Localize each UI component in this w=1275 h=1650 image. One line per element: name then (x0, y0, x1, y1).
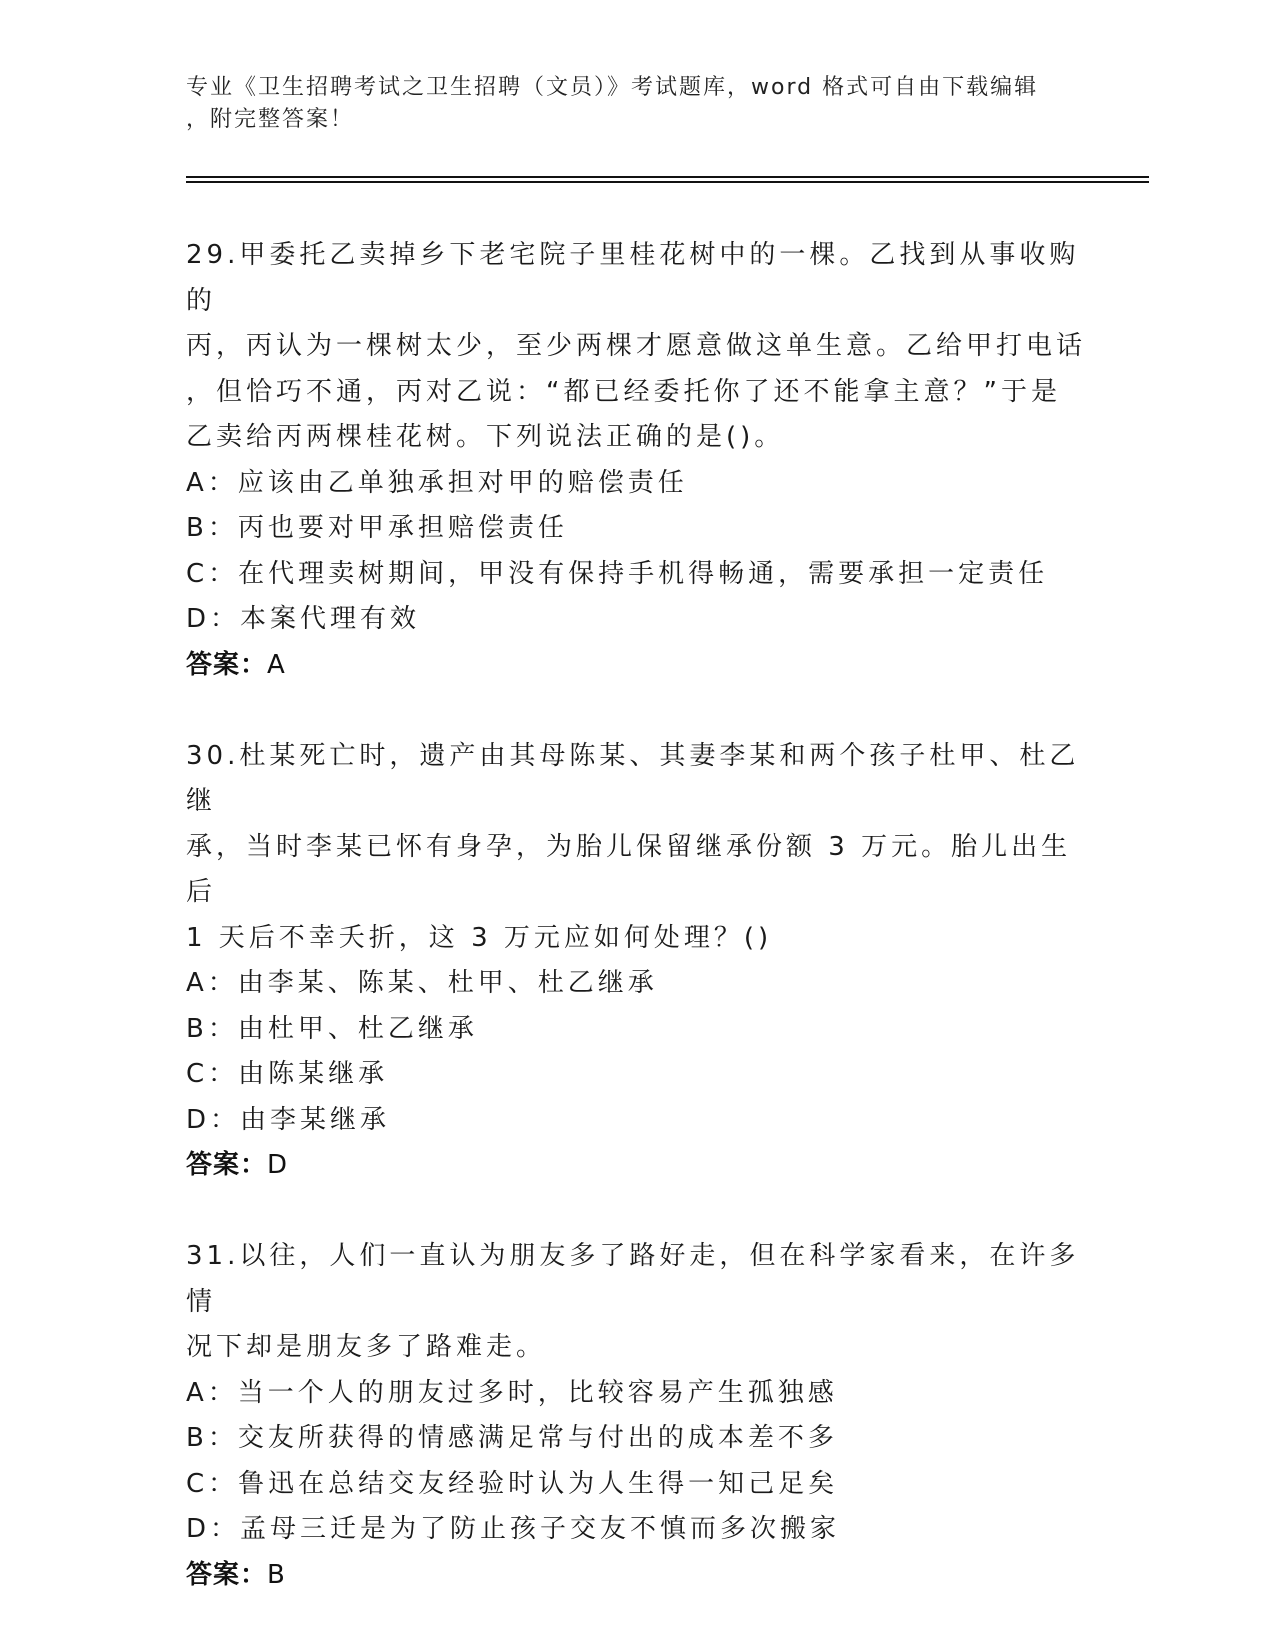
option-c: C：鲁迅在总结交友经验时认为人生得一知己足矣 (186, 1468, 839, 1499)
option-d: D：本案代理有效 (186, 604, 421, 634)
answer-label: 答案： (186, 649, 268, 680)
stem-line: 丙，丙认为一棵树太少，至少两棵才愿意做这单生意。乙给甲打电话 (186, 331, 1087, 361)
option-a: A：应该由乙单独承担对甲的赔偿责任 (186, 467, 688, 498)
option-b: B：交友所获得的情感满足常与付出的成本差不多 (186, 1423, 838, 1453)
question-31 (186, 1234, 1086, 1598)
document-header (186, 72, 1086, 136)
answer-value: B (267, 1559, 286, 1590)
option-d: D：由李某继承 (186, 1104, 391, 1135)
question-spacer (186, 688, 1086, 734)
header-line-2: ，附完整答案！ (186, 107, 355, 132)
header-rule-bottom (186, 181, 1149, 183)
answer-label: 答案： (186, 1559, 268, 1590)
question-stem (186, 1234, 1086, 1371)
answer (186, 1553, 1086, 1599)
question-list (186, 233, 1086, 1598)
stem-line: 乙卖给丙两棵桂花树。下列说法正确的是()。 (186, 422, 785, 452)
header-rule-top (186, 176, 1149, 178)
option-b: B：由杜甲、杜乙继承 (186, 1013, 478, 1044)
stem-line: 况下却是朋友多了路难走。 (186, 1332, 547, 1362)
answer-value: A (267, 649, 286, 680)
stem-line: ，但恰巧不通，丙对乙说：“都已经委托你了还不能拿主意？”于是 (186, 376, 1061, 407)
answer-label: 答案： (186, 1150, 268, 1180)
stem-line: 30.杜某死亡时，遗产由其母陈某、其妻李某和两个孩子杜甲、杜乙继 (186, 740, 1080, 816)
question-stem (186, 233, 1086, 461)
option-d: D：孟母三迁是为了防止孩子交友不慎而多次搬家 (186, 1514, 841, 1544)
question-spacer (186, 1189, 1086, 1235)
stem-line: 1 天后不幸夭折，这 3 万元应如何处理？() (186, 922, 773, 953)
stem-line: 29.甲委托乙卖掉乡下老宅院子里桂花树中的一棵。乙找到从事收购的 (186, 240, 1080, 316)
question-stem (186, 734, 1086, 962)
option-c: C：由陈某继承 (186, 1059, 389, 1089)
question-30 (186, 734, 1086, 1189)
option-b: B：丙也要对甲承担赔偿责任 (186, 513, 568, 543)
stem-line: 承，当时李某已怀有身孕，为胎儿保留继承份额 3 万元。胎儿出生后 (186, 831, 1072, 907)
answer-value: D (267, 1150, 289, 1180)
question-29 (186, 233, 1086, 688)
stem-line: 31.以往，人们一直认为朋友多了路好走，但在科学家看来，在许多情 (186, 1241, 1080, 1317)
option-a: A：由李某、陈某、杜甲、杜乙继承 (186, 968, 658, 998)
option-a: A：当一个人的朋友过多时，比较容易产生孤独感 (186, 1377, 838, 1408)
answer (186, 643, 1086, 689)
option-c: C：在代理卖树期间，甲没有保持手机得畅通，需要承担一定责任 (186, 558, 1049, 589)
answer (186, 1143, 1086, 1189)
header-line-1: 专业《卫生招聘考试之卫生招聘（文员）》考试题库，word 格式可自由下载编辑 (186, 75, 1039, 100)
